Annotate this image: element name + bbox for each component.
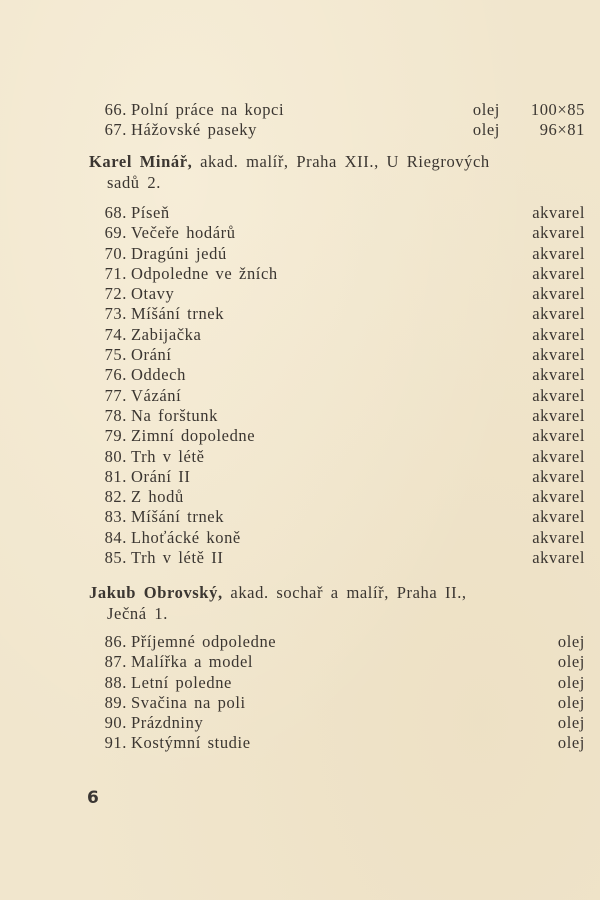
entry-title: Otavy — [131, 284, 175, 304]
entry-number: 70. — [104, 243, 127, 263]
artist-details: akad. malíř, Praha XII., U Riegrových — [200, 152, 490, 171]
entry-number: 78. — [104, 405, 127, 425]
entry-title: Dragúni jedú — [131, 243, 227, 263]
entry-number: 91. — [104, 733, 127, 753]
catalog-entry — [89, 325, 585, 345]
entry-medium: akvarel — [532, 203, 585, 222]
entry-number: 72. — [104, 284, 127, 304]
entry-title: Letní poledne — [131, 672, 232, 692]
artist-details-continued: Ječná 1. — [107, 604, 168, 623]
entry-title: Vázání — [131, 385, 182, 405]
catalog-entry — [89, 345, 585, 365]
catalog-entry — [89, 733, 585, 753]
entry-title: Oddech — [131, 365, 186, 385]
catalog-entry — [89, 264, 585, 284]
entry-medium: olej — [557, 672, 585, 692]
entry-title: Malířka a model — [131, 652, 254, 672]
previous-artist-entries — [89, 100, 585, 141]
entry-title: Píseň — [131, 203, 170, 222]
entry-title: Lhoťácké koně — [131, 527, 241, 547]
catalog-entry — [89, 467, 585, 487]
artist-details: akad. sochař a malíř, Praha II., — [230, 583, 467, 602]
catalog-entry — [89, 487, 585, 507]
entry-number: 85. — [104, 548, 127, 568]
catalog-entry — [89, 632, 585, 652]
catalog-entry — [89, 713, 585, 733]
entry-title: Na forštunk — [131, 405, 218, 425]
catalog-entry — [89, 244, 585, 264]
catalog-entry — [89, 447, 585, 467]
entry-medium: akvarel — [532, 426, 585, 446]
entry-medium: akvarel — [532, 243, 585, 263]
artist-name: Karel Minář, — [89, 152, 193, 171]
entry-title: Z hodů — [131, 487, 184, 507]
entry-title: Svačina na poli — [131, 692, 246, 712]
entry-medium: olej — [472, 120, 500, 140]
entry-medium: akvarel — [532, 466, 585, 486]
artist-name: Jakub Obrovský, — [89, 583, 223, 602]
catalog-entry — [89, 652, 585, 672]
entry-number: 79. — [104, 426, 127, 446]
catalog-entry — [89, 304, 585, 324]
catalog-entry — [89, 693, 585, 713]
entry-medium: akvarel — [532, 345, 585, 365]
entry-title: Míšání trnek — [131, 304, 225, 324]
catalog-entry — [89, 203, 585, 223]
entry-title: Prázdniny — [131, 713, 204, 733]
artist-header-obrovsky — [89, 582, 585, 624]
entry-title: Hážovské paseky — [131, 120, 258, 140]
entry-number: 88. — [104, 672, 127, 692]
catalog-entry — [89, 507, 585, 527]
artist-details-continued: sadů 2. — [107, 173, 161, 192]
catalog-entry — [89, 406, 585, 426]
catalog-entry — [89, 120, 585, 140]
entry-number: 76. — [104, 365, 127, 385]
entry-medium: akvarel — [532, 304, 585, 324]
entry-number: 86. — [104, 632, 127, 651]
entry-number: 67. — [104, 120, 127, 140]
entry-title: Večeře hodárů — [131, 223, 236, 243]
entry-title: Zabijačka — [131, 324, 202, 344]
entry-number: 69. — [104, 223, 127, 243]
entry-medium: akvarel — [532, 284, 585, 304]
entry-medium: akvarel — [532, 446, 585, 466]
artist-header-minar — [89, 151, 585, 193]
entry-number: 80. — [104, 446, 127, 466]
entry-number: 73. — [104, 304, 127, 324]
catalog-entry — [89, 548, 585, 568]
page-number: 6 — [87, 788, 99, 808]
entry-number: 66. — [104, 100, 127, 119]
artist-entries-minar — [89, 203, 585, 568]
catalog-entry — [89, 386, 585, 406]
entry-title: Orání — [131, 345, 172, 365]
entry-title: Zimní dopoledne — [131, 426, 256, 446]
entry-number: 77. — [104, 385, 127, 405]
entry-title: Míšání trnek — [131, 507, 225, 527]
entry-number: 68. — [104, 203, 127, 222]
entry-number: 89. — [104, 692, 127, 712]
entry-medium: akvarel — [532, 223, 585, 243]
entry-title: Trh v létě II — [131, 548, 224, 568]
catalog-entry — [89, 528, 585, 548]
entry-dimensions: 96×81 — [539, 120, 585, 140]
artist-entries-obrovsky — [89, 632, 585, 754]
entry-number: 83. — [104, 507, 127, 527]
entry-medium: olej — [557, 692, 585, 712]
entry-medium: akvarel — [532, 548, 585, 568]
entry-medium: olej — [557, 632, 585, 651]
entry-number: 74. — [104, 324, 127, 344]
entry-number: 87. — [104, 652, 127, 672]
entry-medium: olej — [472, 100, 500, 119]
catalog-entry — [89, 223, 585, 243]
catalog-entry — [89, 284, 585, 304]
entry-number: 71. — [104, 263, 127, 283]
entry-number: 75. — [104, 345, 127, 365]
entry-title: Příjemné odpoledne — [131, 632, 277, 651]
entry-number: 90. — [104, 713, 127, 733]
entry-dimensions: 100×85 — [530, 100, 585, 119]
entry-medium: akvarel — [532, 405, 585, 425]
entry-medium: olej — [557, 713, 585, 733]
entry-title: Kostýmní studie — [131, 733, 251, 753]
entry-title: Polní práce na kopci — [131, 100, 285, 119]
entry-medium: akvarel — [532, 527, 585, 547]
entry-number: 84. — [104, 527, 127, 547]
catalog-entry — [89, 100, 585, 120]
catalog-entry — [89, 673, 585, 693]
entry-title: Odpoledne ve žních — [131, 263, 278, 283]
catalog-entry — [89, 426, 585, 446]
entry-medium: akvarel — [532, 365, 585, 385]
entry-medium: olej — [557, 733, 585, 753]
entry-medium: akvarel — [532, 487, 585, 507]
entry-title: Trh v létě — [131, 446, 205, 466]
entry-medium: akvarel — [532, 324, 585, 344]
entry-number: 82. — [104, 487, 127, 507]
entry-medium: akvarel — [532, 385, 585, 405]
entry-number: 81. — [104, 466, 127, 486]
entry-title: Orání II — [131, 466, 191, 486]
entry-medium: olej — [557, 652, 585, 672]
entry-medium: akvarel — [532, 263, 585, 283]
entry-medium: akvarel — [532, 507, 585, 527]
catalog-entry — [89, 365, 585, 385]
